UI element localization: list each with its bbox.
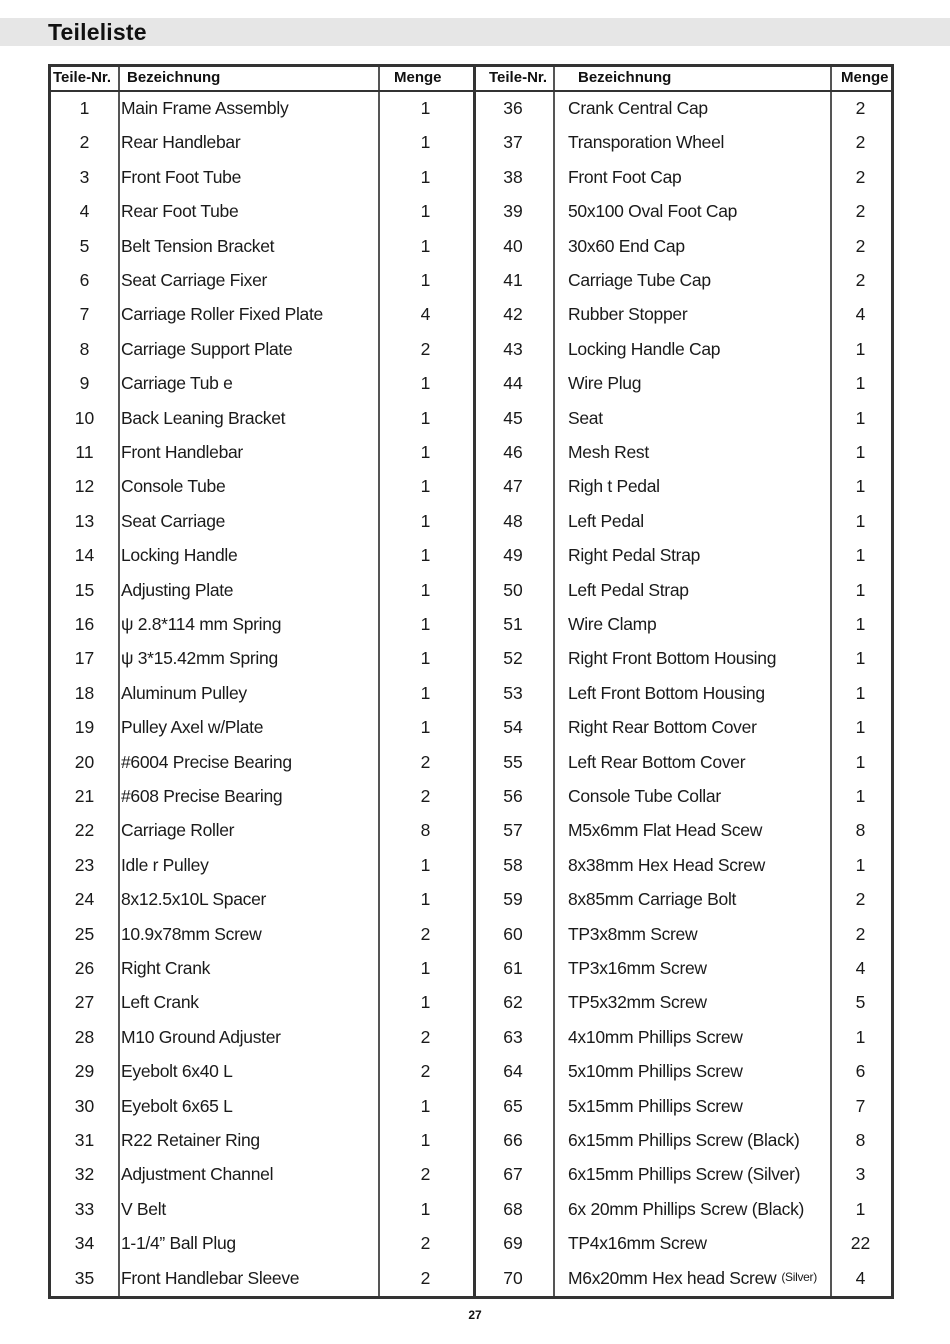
part-description-text: 5x10mm Phillips Screw (568, 1061, 743, 1082)
part-number: 3 (79, 166, 90, 187)
part-description (568, 125, 724, 159)
part-description-text: #6004 Precise Bearing (121, 751, 292, 772)
part-description (568, 573, 689, 607)
part-number: 31 (74, 1130, 95, 1150)
part-description (121, 194, 238, 228)
part-description (121, 332, 292, 366)
part-description-text: 6x15mm Phillips Screw (Silver) (568, 1164, 801, 1185)
part-number: 38 (503, 166, 523, 187)
part-description-text: Console Tube (121, 476, 226, 497)
part-description (121, 538, 237, 572)
part-quantity: 2 (420, 1233, 431, 1254)
part-description (568, 882, 736, 916)
part-description (121, 985, 199, 1019)
part-description-text: Left Crank (121, 992, 199, 1013)
part-description-text: 5x15mm Phillips Screw (568, 1095, 743, 1116)
part-description-text: Left Pedal (568, 510, 644, 531)
part-description (121, 366, 233, 400)
part-description-text: 30x60 End Cap (568, 235, 685, 256)
page-title: Teileliste (48, 19, 147, 45)
part-quantity: 8 (855, 820, 866, 841)
part-number: 23 (74, 854, 95, 875)
part-number: 11 (75, 442, 94, 462)
part-number: 9 (79, 373, 90, 394)
part-number: 67 (503, 1164, 523, 1185)
part-quantity: 1 (855, 510, 866, 531)
part-quantity: 8 (420, 820, 431, 841)
part-description-text: Right Pedal Strap (568, 545, 701, 566)
part-description (568, 160, 682, 194)
part-number: 63 (503, 1026, 523, 1047)
part-quantity: 2 (420, 338, 431, 359)
part-number: 45 (503, 407, 523, 428)
part-description (568, 1054, 743, 1088)
part-number: 43 (503, 338, 523, 359)
part-quantity: 2 (855, 98, 866, 118)
part-description (121, 951, 210, 985)
part-description (121, 607, 281, 641)
part-quantity: 2 (420, 786, 431, 806)
part-description-text: 6x 20mm Phillips Screw (Black) (568, 1198, 805, 1219)
part-number: 64 (503, 1061, 523, 1082)
part-number: 26 (74, 958, 95, 978)
part-description-text: Rear Foot Tube (121, 201, 239, 222)
part-description-text: Rubber Stopper (568, 304, 688, 325)
part-quantity: 1 (420, 1130, 431, 1150)
part-quantity: 1 (855, 682, 866, 703)
part-description-text: Idle r Pulley (121, 854, 209, 875)
part-number: 69 (503, 1233, 523, 1254)
part-number: 17 (74, 648, 95, 669)
part-number: 66 (503, 1130, 523, 1150)
part-description-text: Rear Handlebar (121, 132, 241, 153)
column-divider (553, 67, 555, 1296)
part-description-text: 10.9x78mm Screw (121, 923, 262, 944)
part-quantity: 1 (420, 717, 431, 738)
part-description-text: Locking Handle (121, 545, 238, 566)
part-description (568, 607, 656, 641)
parts-table (48, 64, 894, 1299)
part-description-text: Main Frame Assembly (121, 98, 289, 118)
part-description (568, 676, 765, 710)
part-quantity: 1 (420, 648, 431, 669)
part-number: 40 (503, 235, 523, 256)
part-quantity: 1 (855, 476, 866, 497)
part-description (568, 813, 762, 847)
part-description (568, 951, 707, 985)
part-quantity: 2 (855, 201, 866, 222)
part-number: 55 (503, 751, 523, 772)
part-quantity: 1 (420, 373, 431, 394)
part-description (121, 882, 266, 916)
part-description (568, 848, 765, 882)
part-number: 62 (503, 992, 523, 1013)
part-description-text: 8x12.5x10L Spacer (121, 889, 267, 910)
part-number: 22 (74, 820, 95, 841)
part-description-text: M10 Ground Adjuster (121, 1026, 281, 1047)
part-description (568, 1157, 800, 1191)
part-description (568, 297, 687, 331)
part-quantity: 1 (420, 270, 431, 290)
part-number: 53 (503, 682, 523, 703)
part-description-text: 1-1/4” Ball Plug (121, 1233, 236, 1254)
part-quantity: 1 (420, 201, 431, 222)
part-description (568, 745, 745, 779)
part-number: 65 (503, 1095, 523, 1116)
part-description-text: M5x6mm Flat Head Scew (568, 820, 763, 841)
part-number: 21 (74, 786, 95, 806)
part-quantity: 5 (855, 992, 866, 1013)
part-number: 32 (74, 1164, 95, 1185)
part-description-text: TP3x8mm Screw (568, 923, 698, 944)
part-description-text: Right Rear Bottom Cover (568, 717, 757, 738)
part-quantity: 1 (420, 889, 431, 910)
part-description (121, 1123, 260, 1157)
part-quantity: 4 (855, 1267, 866, 1288)
part-description (121, 125, 240, 159)
header-description-right: Bezeichnung (578, 69, 672, 86)
part-quantity: 2 (420, 1164, 431, 1185)
part-description (121, 1261, 299, 1295)
part-quantity: 1 (420, 682, 431, 703)
part-description (121, 813, 234, 847)
part-description-text: TP3x16mm Screw (568, 958, 707, 978)
part-quantity: 1 (420, 579, 431, 600)
part-description (568, 435, 649, 469)
part-description-text: Seat (568, 407, 603, 428)
part-description (568, 641, 776, 675)
part-quantity: 1 (420, 614, 431, 634)
header-description-left: Bezeichnung (127, 69, 221, 86)
part-description-text: Aluminum Pulley (121, 682, 247, 703)
part-number: 24 (74, 889, 95, 910)
part-description (121, 573, 233, 607)
part-description-text: Front Foot Cap (568, 166, 682, 187)
part-number: 7 (79, 304, 90, 325)
part-description (121, 504, 225, 538)
part-description-text: Wire Clamp (568, 614, 657, 634)
part-description (568, 91, 708, 125)
part-description (121, 1226, 236, 1260)
part-description (568, 194, 737, 228)
part-number: 29 (74, 1061, 95, 1082)
part-description-text: Mesh Rest (568, 442, 649, 462)
part-quantity: 3 (855, 1164, 866, 1185)
part-quantity: 6 (855, 1061, 866, 1082)
part-quantity: 1 (855, 717, 866, 738)
part-number: 39 (503, 201, 523, 222)
column-divider (118, 67, 120, 1296)
part-number: 8 (79, 338, 90, 359)
part-quantity: 1 (420, 166, 431, 187)
part-quantity: 1 (855, 786, 866, 806)
part-description-text: Adjustment Channel (121, 1164, 274, 1185)
part-description-text: TP5x32mm Screw (568, 992, 707, 1013)
part-quantity: 4 (855, 958, 866, 978)
part-number: 70 (503, 1267, 523, 1288)
part-description (568, 1123, 800, 1157)
part-description (121, 229, 274, 263)
part-description-text: Eyebolt 6x40 L (121, 1061, 233, 1082)
part-number: 59 (503, 889, 523, 910)
part-description-text: Wire Plug (568, 373, 642, 394)
part-description-text: ψ 3*15.42mm Spring (121, 648, 278, 669)
part-description (568, 401, 603, 435)
part-description-text: Seat Carriage Fixer (121, 270, 268, 290)
header-part-no-left: Teile-Nr. (53, 69, 112, 86)
part-description (121, 745, 292, 779)
part-description-text: TP4x16mm Screw (568, 1233, 707, 1254)
part-description (121, 297, 323, 331)
part-quantity: 1 (420, 1198, 431, 1219)
part-quantity: 7 (855, 1095, 866, 1116)
part-number: 60 (503, 923, 523, 944)
part-number: 33 (74, 1198, 95, 1219)
part-description (568, 917, 697, 951)
part-description-text: 8x85mm Carriage Bolt (568, 889, 737, 910)
part-quantity: 1 (420, 442, 431, 462)
part-number: 25 (74, 923, 95, 944)
part-number: 10 (74, 407, 95, 428)
part-number: 6 (79, 270, 90, 290)
part-number: 16 (74, 614, 95, 634)
part-description (568, 779, 721, 813)
part-description (568, 469, 660, 503)
part-number: 37 (503, 132, 523, 153)
part-number: 20 (74, 751, 95, 772)
part-description-text: 4x10mm Phillips Screw (568, 1026, 743, 1047)
part-number: 51 (503, 614, 523, 634)
part-quantity: 4 (420, 304, 431, 325)
part-number: 44 (503, 373, 523, 394)
title-bar (0, 18, 950, 46)
part-number: 41 (503, 270, 523, 290)
part-number: 34 (74, 1233, 95, 1254)
part-description (568, 1261, 817, 1295)
part-description-text: #608 Precise Bearing (121, 786, 283, 806)
part-quantity: 1 (855, 854, 866, 875)
part-number: 35 (74, 1267, 95, 1288)
part-description (121, 91, 288, 125)
part-number: 56 (503, 786, 523, 806)
part-description-text: Console Tube Collar (568, 786, 721, 806)
part-quantity: 1 (420, 235, 431, 256)
part-number: 61 (503, 958, 523, 978)
part-description (568, 229, 685, 263)
part-description-text: Righ t Pedal (568, 476, 660, 497)
part-quantity: 8 (855, 1130, 866, 1150)
part-quantity: 1 (420, 407, 431, 428)
part-number: 42 (503, 304, 523, 325)
part-description (568, 1226, 707, 1260)
part-quantity: 1 (855, 545, 866, 566)
part-description (121, 1089, 233, 1123)
part-quantity: 1 (855, 338, 866, 359)
part-description (568, 1020, 743, 1054)
part-number: 27 (74, 992, 95, 1013)
part-description-suffix: (Silver) (781, 1269, 817, 1284)
part-description-text: Adjusting Plate (121, 579, 234, 600)
part-quantity: 2 (420, 1061, 431, 1082)
part-description-text: Left Rear Bottom Cover (568, 751, 746, 772)
part-description-text: Back Leaning Bracket (121, 407, 286, 428)
part-description-text: Eyebolt 6x65 L (121, 1095, 233, 1116)
part-description (568, 1089, 743, 1123)
part-description (568, 538, 700, 572)
part-number: 58 (503, 854, 523, 875)
part-description (121, 1157, 273, 1191)
part-description-text: Right Crank (121, 958, 211, 978)
part-description (568, 263, 711, 297)
part-description (121, 848, 209, 882)
part-number: 54 (503, 717, 523, 738)
part-quantity: 1 (855, 614, 866, 634)
part-quantity: 2 (855, 166, 866, 187)
part-number: 68 (503, 1198, 523, 1219)
part-description-text: Carriage Roller (121, 820, 235, 841)
part-quantity: 2 (855, 132, 866, 153)
part-description (121, 917, 261, 951)
part-number: 5 (79, 235, 90, 256)
part-description-text: Carriage Support Plate (121, 338, 293, 359)
part-description-text: Left Pedal Strap (568, 579, 689, 600)
part-quantity: 1 (855, 1026, 866, 1047)
part-number: 1 (79, 98, 90, 118)
part-quantity: 2 (855, 923, 866, 944)
part-description (121, 263, 267, 297)
part-quantity: 4 (855, 304, 866, 325)
part-quantity: 1 (855, 373, 866, 394)
part-quantity: 2 (420, 751, 431, 772)
part-description-text: Carriage Tube Cap (568, 270, 711, 290)
part-number: 57 (503, 820, 523, 841)
part-number: 46 (503, 442, 523, 462)
part-description-text: 50x100 Oval Foot Cap (568, 201, 738, 222)
part-quantity: 1 (420, 992, 431, 1013)
part-number: 48 (503, 510, 523, 531)
part-description-text: Front Handlebar (121, 442, 243, 462)
part-description-text: Carriage Tub e (121, 373, 233, 394)
part-number: 14 (74, 545, 95, 566)
part-description (121, 1192, 166, 1226)
part-description-text: ψ 2.8*114 mm Spring (121, 614, 282, 634)
part-description-text: Left Front Bottom Housing (568, 682, 765, 703)
part-quantity: 1 (855, 751, 866, 772)
part-quantity: 1 (420, 132, 431, 153)
part-quantity: 1 (855, 1198, 866, 1219)
part-description (121, 779, 282, 813)
part-description-text: Seat Carriage (121, 510, 226, 531)
part-description-text: V Belt (121, 1198, 166, 1219)
part-description (121, 710, 263, 744)
part-description (568, 710, 757, 744)
part-quantity: 1 (420, 476, 431, 497)
part-number: 12 (74, 476, 95, 497)
header-part-no-right: Teile-Nr. (489, 69, 548, 86)
part-number: 18 (74, 682, 95, 703)
part-number: 15 (74, 579, 95, 600)
part-description-text: Right Front Bottom Housing (568, 648, 777, 669)
part-number: 50 (503, 579, 523, 600)
part-description-text: Pulley Axel w/Plate (121, 717, 264, 738)
part-description-text: 8x38mm Hex Head Screw (568, 854, 765, 875)
part-description (568, 332, 720, 366)
part-number: 19 (74, 717, 95, 738)
part-description (121, 641, 278, 675)
part-description-text: 6x15mm Phillips Screw (Black) (568, 1130, 800, 1150)
part-number: 52 (503, 648, 523, 669)
part-description (568, 504, 644, 538)
part-number: 30 (74, 1095, 95, 1116)
part-description (121, 469, 225, 503)
part-description (568, 985, 707, 1019)
header-quantity-right: Menge (841, 69, 889, 86)
part-description-text: Front Foot Tube (121, 166, 242, 187)
part-quantity: 1 (420, 98, 431, 118)
part-quantity: 1 (855, 442, 866, 462)
part-description-text: Belt Tension Bracket (121, 235, 275, 256)
part-description-text: Transporation Wheel (568, 132, 725, 153)
part-quantity: 1 (420, 1095, 431, 1116)
part-quantity: 2 (855, 889, 866, 910)
part-description (121, 401, 285, 435)
part-quantity: 1 (855, 648, 866, 669)
part-description-text: Front Handlebar Sleeve (121, 1267, 300, 1288)
part-description (121, 1020, 281, 1054)
part-quantity: 2 (855, 235, 866, 256)
part-quantity: 22 (850, 1233, 871, 1254)
part-description-text: M6x20mm Hex head Screw (568, 1267, 777, 1288)
part-number: 36 (503, 98, 523, 118)
part-number: 49 (503, 545, 523, 566)
part-quantity: 1 (855, 407, 866, 428)
part-description-text: Carriage Roller Fixed Plate (121, 304, 323, 325)
header-quantity-left: Menge (394, 69, 442, 86)
part-number: 4 (79, 201, 90, 222)
page-number: 27 (468, 1308, 482, 1322)
part-number: 28 (74, 1026, 95, 1047)
part-description (568, 1192, 804, 1226)
part-quantity: 2 (420, 1267, 431, 1288)
part-description (121, 435, 243, 469)
part-quantity: 2 (855, 270, 866, 290)
part-number: 47 (503, 476, 523, 497)
part-description (121, 1054, 233, 1088)
part-description-text: R22 Retainer Ring (121, 1130, 260, 1150)
part-description (121, 676, 247, 710)
part-description-text: Crank Central Cap (568, 98, 708, 118)
part-quantity: 1 (420, 545, 431, 566)
part-description (568, 366, 641, 400)
part-number: 2 (79, 132, 90, 153)
part-quantity: 1 (420, 510, 431, 531)
part-quantity: 1 (855, 579, 866, 600)
part-quantity: 1 (420, 854, 431, 875)
part-quantity: 2 (420, 1026, 431, 1047)
part-number: 13 (74, 510, 95, 531)
part-description-text: Locking Handle Cap (568, 338, 721, 359)
part-quantity: 1 (420, 958, 431, 978)
part-quantity: 2 (420, 923, 431, 944)
part-description (121, 160, 241, 194)
